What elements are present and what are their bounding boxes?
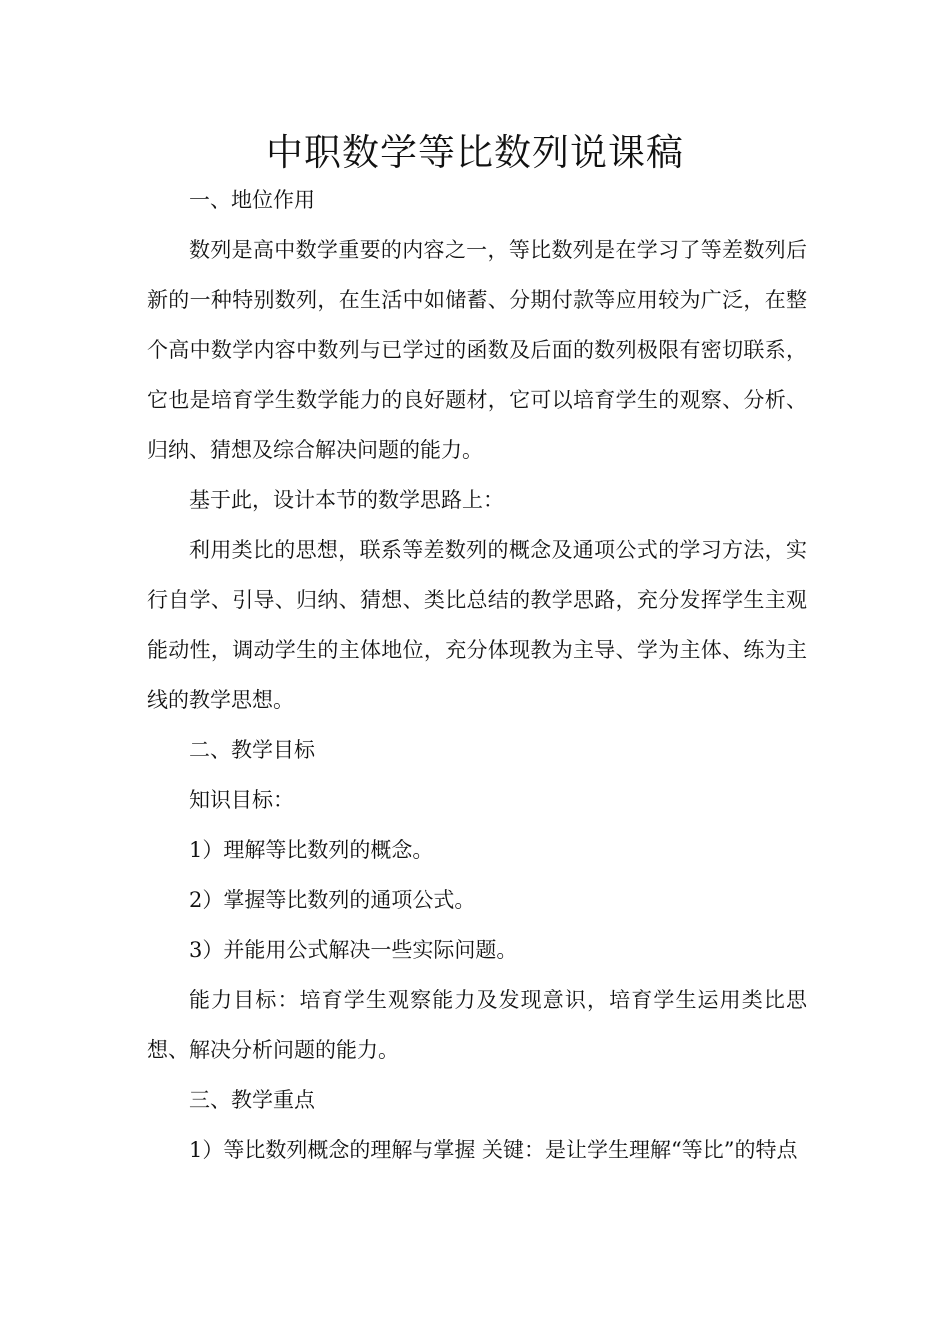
section-heading-position: 一、地位作用: [189, 188, 315, 212]
paragraph-position-description: 数列是高中数学重要的内容之一，等比数列是在学习了等差数列后新的一种特别数列，在生活中如储蓄、分期付款等应用较为广泛，在整个高中数学内容中数列与已学过的函数及后面的数列极限有密切联系，它也是培育学生数学能力的良好题材，它可以培育学生的观察、分析、归纳、猜想及综合解决问题的能力。: [147, 238, 807, 462]
paragraph-design-approach: 利用类比的思想，联系等差数列的概念及通项公式的学习方法，实行自学、引导、归纳、猜想、类比总结的教学思路，充分发挥学生主观能动性，调动学生的主体地位，充分体现教为主导、学为主体、练为主线的教学思想。: [147, 538, 807, 712]
paragraph-design-intro: 基于此，设计本节的数学思路上：: [189, 488, 504, 512]
document-body: [147, 175, 807, 1175]
section-heading-key-points: 三、教学重点: [189, 1088, 315, 1112]
section-heading-goals: 二、教学目标: [189, 738, 315, 762]
paragraph-knowledge-goals-label: 知识目标：: [189, 788, 294, 812]
list-item-key-point-1: 1）等比数列概念的理解与掌握 关键：是让学生理解“等比”的特点: [189, 1138, 798, 1162]
list-item-goal-1: 1）理解等比数列的概念。: [189, 838, 434, 862]
paragraph-ability-goals: 能力目标：培育学生观察能力及发现意识，培育学生运用类比思想、解决分析问题的能力。: [147, 988, 807, 1062]
document-title: 中职数学等比数列说课稿: [266, 131, 684, 174]
list-item-goal-3: 3）并能用公式解决一些实际问题。: [189, 938, 518, 962]
list-item-goal-2: 2）掌握等比数列的通项公式。: [189, 888, 476, 912]
